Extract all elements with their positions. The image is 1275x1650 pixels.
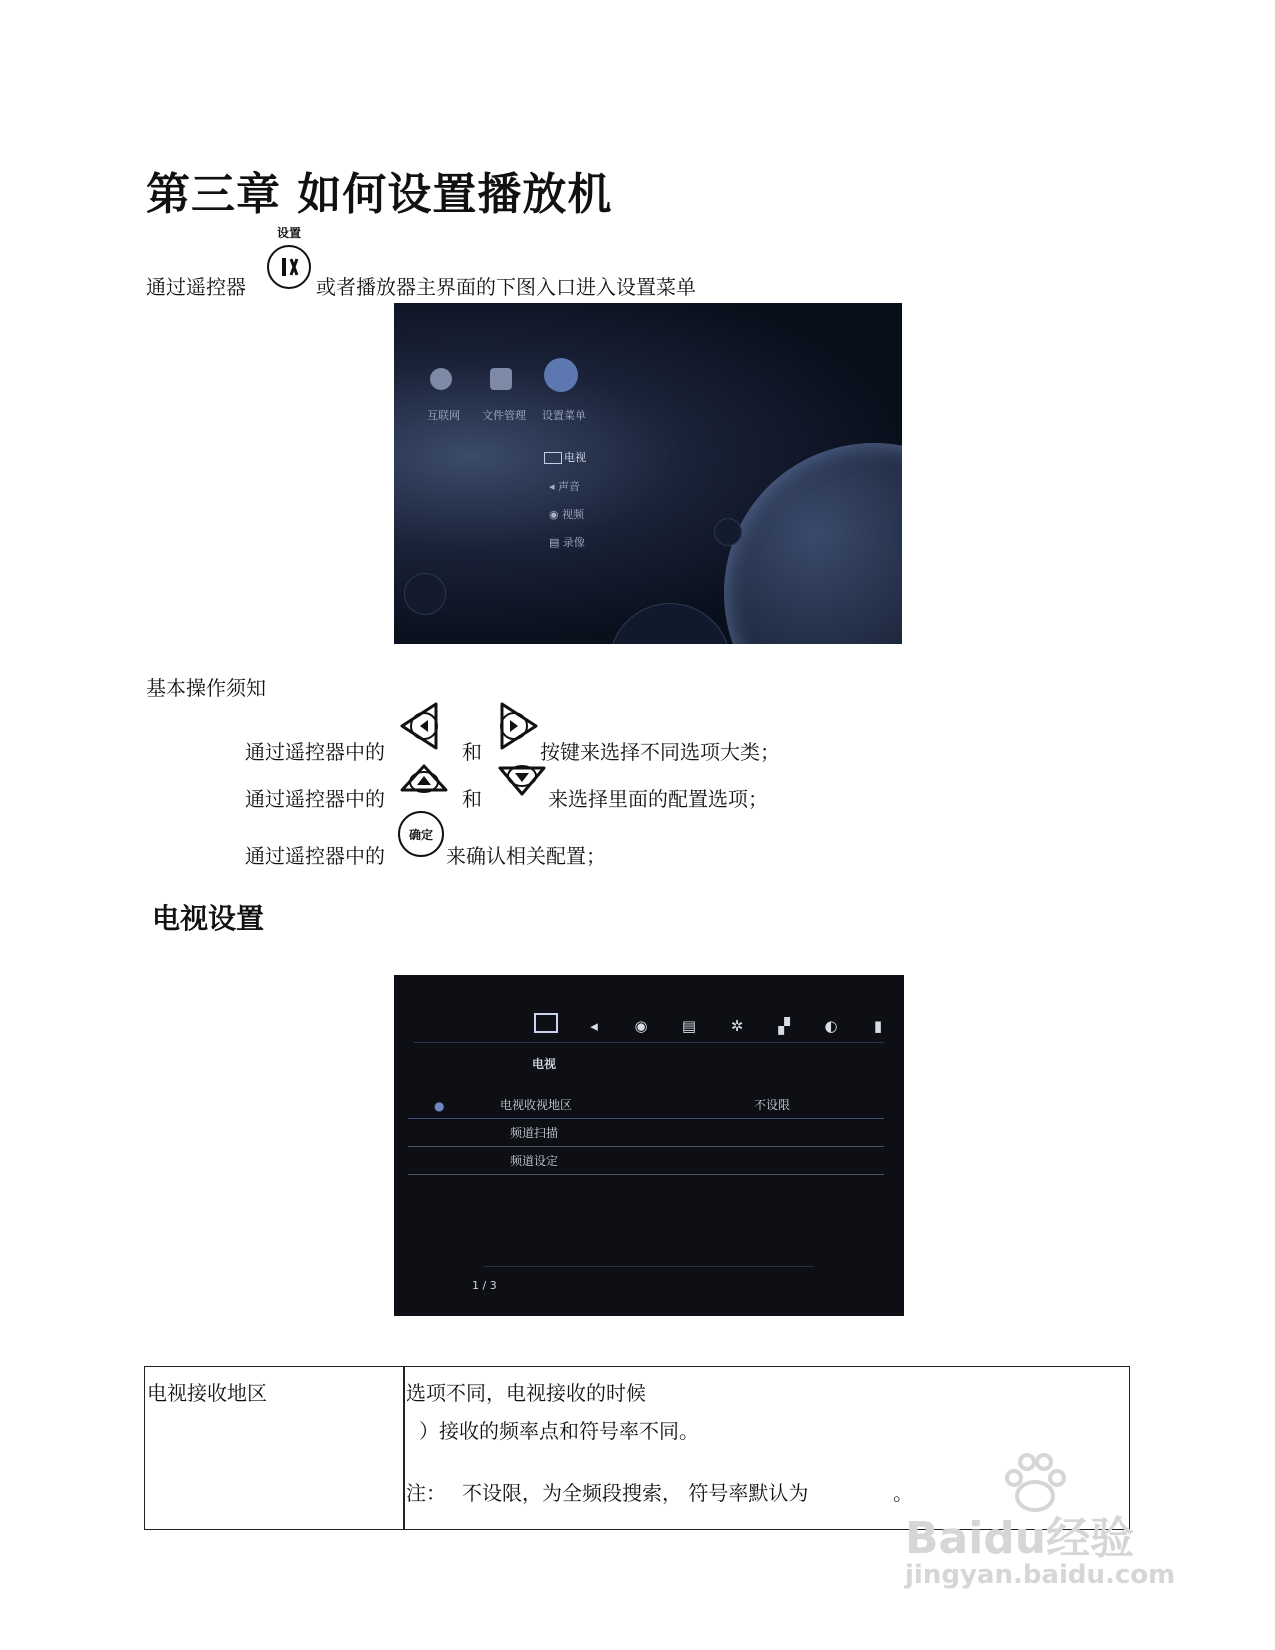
misc-tab-icon[interactable]: ◐: [824, 1017, 838, 1035]
ok-key-label: 确定: [408, 827, 433, 842]
table-note-body: 不设限，为全频段搜索， 符号率默认为: [462, 1481, 809, 1505]
submenu-video[interactable]: ◉ 视频: [549, 508, 585, 521]
submenu-audio[interactable]: ◂ 声音: [549, 480, 581, 493]
basics-line1-suffix: 按键来选择不同选项大类；: [540, 740, 780, 764]
menu-file-manager[interactable]: 文件管理: [482, 409, 526, 422]
tv-tab-icon[interactable]: [534, 1013, 558, 1033]
page-indicator: 1 / 3: [472, 1279, 497, 1292]
setting-key-icon: [267, 245, 311, 289]
intro-prefix: 通过遥控器: [146, 275, 246, 299]
settings-tools-icon: [544, 358, 578, 392]
table-left-cell: 电视接收地区: [147, 1381, 267, 1405]
record-tab-icon[interactable]: ▤: [681, 1017, 697, 1035]
tv-row-region-label[interactable]: 电视收视地区: [500, 1098, 573, 1112]
video-icon: ◉: [549, 508, 559, 521]
video-tab-icon[interactable]: ◉: [634, 1017, 648, 1035]
menu-settings[interactable]: 设置菜单: [542, 409, 586, 422]
tv-row-channel-label[interactable]: 频道设定: [510, 1154, 559, 1168]
baidu-watermark: [905, 1452, 1205, 1602]
basics-line3-suffix: 来确认相关配置；: [446, 844, 606, 868]
menu-internet[interactable]: 互联网: [427, 409, 460, 422]
basics-line3-prefix: 通过遥控器中的: [245, 844, 385, 868]
right-key-icon: [494, 700, 542, 756]
tv-row-scan-label[interactable]: 频道扫描: [510, 1126, 559, 1140]
selection-dot-icon: ●: [434, 1099, 445, 1113]
table-note-prefix: 注：: [406, 1481, 446, 1505]
setting-key-label: 设置: [276, 226, 301, 240]
watermark-url: jingyan.baidu.com: [905, 1560, 1176, 1590]
up-key-icon: [398, 762, 450, 802]
network-tab-icon[interactable]: ✲: [730, 1017, 744, 1035]
intro-suffix: 或者播放器主界面的下图入口进入设置菜单: [316, 275, 696, 299]
basics-heading: 基本操作须知: [146, 676, 266, 700]
basics-line1-prefix: 通过遥控器中的: [245, 740, 385, 764]
basics-line2-suffix: 来选择里面的配置选项；: [548, 787, 768, 811]
speaker-icon: ◂: [549, 480, 555, 493]
basics-line2-and: 和: [462, 787, 482, 811]
submenu-tv[interactable]: 电视: [564, 451, 586, 464]
system-tab-icon[interactable]: ▞: [778, 1017, 790, 1035]
main-menu-screenshot: [394, 303, 902, 644]
file-manager-icon: [490, 368, 512, 390]
table-right-line2: ）接收的频率点和符号率不同。: [419, 1419, 699, 1443]
basics-line1-and: 和: [462, 740, 482, 764]
tv-settings-heading: 电视设置: [152, 902, 265, 935]
more-tab-icon[interactable]: ▮: [873, 1017, 883, 1035]
chapter-title: 第三章 如何设置播放机: [146, 169, 613, 220]
tv-row-region-value[interactable]: 不设限: [754, 1098, 791, 1112]
internet-icon: [430, 368, 452, 390]
tv-category-title: 电视: [532, 1057, 557, 1071]
submenu-record[interactable]: ▤ 录像: [549, 536, 585, 549]
ok-key-icon: [398, 811, 444, 857]
table-right-line1: 选项不同，电视接收的时候: [406, 1381, 646, 1405]
audio-tab-icon[interactable]: ◂: [590, 1017, 598, 1035]
down-key-icon: [496, 762, 548, 802]
tv-icon: [544, 452, 562, 464]
watermark-brand: Baidu经验: [905, 1513, 1135, 1564]
left-key-icon: [396, 700, 444, 756]
tv-settings-screenshot: [394, 975, 904, 1316]
table-note-end: 。: [893, 1481, 913, 1505]
record-icon: ▤: [549, 536, 560, 549]
basics-line2-prefix: 通过遥控器中的: [245, 787, 385, 811]
